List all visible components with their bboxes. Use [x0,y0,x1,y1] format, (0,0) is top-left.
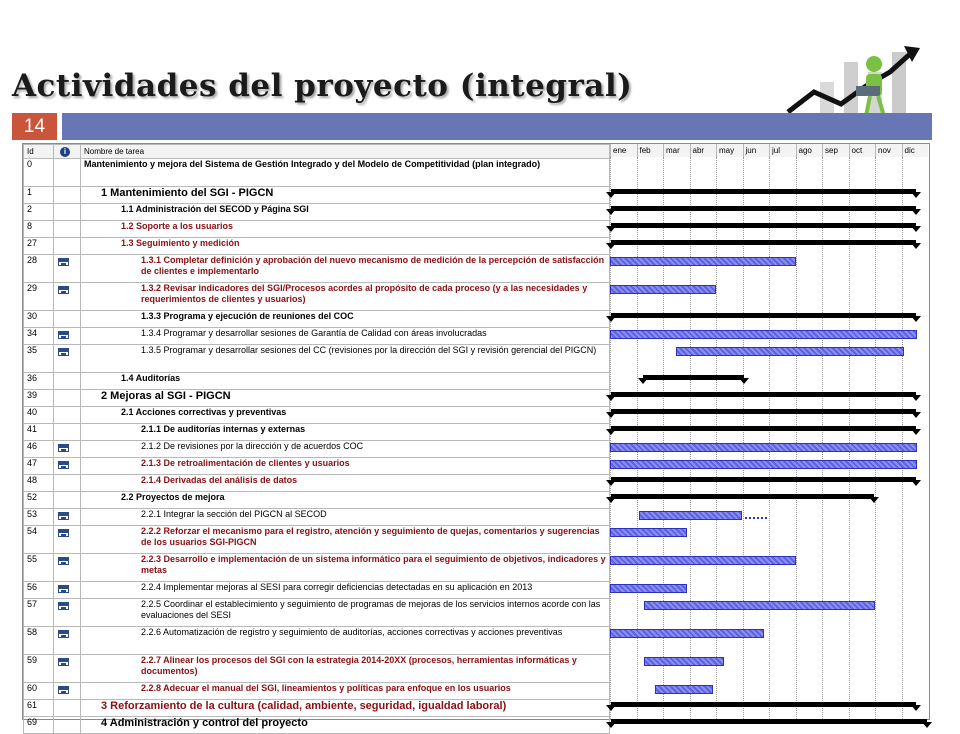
slide-title: Actividades del proyecto (integral) [12,68,633,104]
slack-line [745,517,767,521]
task-indicator [54,683,81,700]
task-bar[interactable] [655,685,713,694]
task-indicator [54,187,81,204]
task-indicator [54,599,81,627]
calendar-icon [58,658,69,666]
task-id: 52 [24,492,54,509]
month-header: abr [690,144,717,157]
summary-bar[interactable] [611,409,916,414]
task-id: 40 [24,407,54,424]
summary-bar[interactable] [611,392,916,397]
month-header: ago [796,144,823,157]
task-id: 56 [24,582,54,599]
table-row[interactable] [24,407,610,424]
task-id: 2 [24,204,54,221]
task-id: 27 [24,238,54,255]
calendar-icon [58,512,69,520]
task-id: 55 [24,554,54,582]
calendar-icon [58,686,69,694]
column-header-name: Nombre de tarea [81,145,610,159]
calendar-icon [58,602,69,610]
task-indicator [54,328,81,345]
task-indicator [54,424,81,441]
table-row[interactable] [24,492,610,509]
calendar-icon [58,331,69,339]
task-name: 2.1.2 De revisiones por la dirección y de acuerdos COC [81,441,610,458]
table-row[interactable] [24,328,610,345]
task-bar[interactable] [610,556,796,565]
task-id: 39 [24,390,54,407]
task-indicator [54,655,81,683]
table-row[interactable] [24,283,610,311]
table-row[interactable] [24,526,610,554]
calendar-icon [58,258,69,266]
table-row[interactable] [24,582,610,599]
task-id: 41 [24,424,54,441]
task-name: 2.1 Acciones correctivas y preventivas [81,407,610,424]
task-id: 29 [24,283,54,311]
task-name: 2.2.8 Adecuar el manual del SGI, lineamientos y políticas para enfoque en los usuarios [81,683,610,700]
task-indicator [54,582,81,599]
task-indicator [54,627,81,655]
task-bar[interactable] [610,584,687,593]
task-indicator [54,526,81,554]
month-header: nov [875,144,902,157]
table-row[interactable] [24,345,610,373]
task-indicator [54,311,81,328]
task-id: 28 [24,255,54,283]
calendar-icon [58,529,69,537]
table-row[interactable] [24,311,610,328]
table-row[interactable] [24,683,610,700]
task-id: 57 [24,599,54,627]
task-id: 48 [24,475,54,492]
month-header: ene [610,144,637,157]
task-indicator [54,492,81,509]
task-id: 35 [24,345,54,373]
task-indicator [54,554,81,582]
task-bar[interactable] [610,629,764,638]
month-header: jul [769,144,796,157]
table-row[interactable] [24,204,610,221]
task-name: 2.2.6 Automatización de registro y seguimiento de auditorías, acciones correctivas y acciones preventivas [81,627,610,655]
task-id: 47 [24,458,54,475]
summary-bar[interactable] [611,719,927,724]
table-row[interactable] [24,458,610,475]
summary-bar[interactable] [611,702,916,707]
task-name: 1.3.2 Revisar indicadores del SGI/Procesos acordes al propósito de cada proceso (y a las necesidades y requerimientos de clientes y usuarios) [81,283,610,311]
task-indicator [54,255,81,283]
task-name: 1.3.1 Completar definición y aprobación del nuevo mecanismo de medición de la percepción de satisfacción de clientes e implementarlo [81,255,610,283]
task-name: 2.2.1 Integrar la sección del PIGCN al SECOD [81,509,610,526]
task-id: 34 [24,328,54,345]
table-row[interactable] [24,255,610,283]
task-id: 60 [24,683,54,700]
task-name: 2.2.3 Desarrollo e implementación de un sistema informático para el seguimiento de objetivos, indicadores y metas [81,554,610,582]
task-indicator [54,390,81,407]
task-name: 2 Mejoras al SGI - PIGCN [81,390,610,407]
calendar-icon [58,348,69,356]
task-bar[interactable] [639,511,742,520]
task-bar[interactable] [676,347,904,356]
table-row[interactable] [24,373,610,390]
table-row[interactable] [24,159,610,187]
task-bar[interactable] [610,257,796,266]
task-id: 0 [24,159,54,187]
task-name: 1.3.3 Programa y ejecución de reuniones del COC [81,311,610,328]
task-name: 2.1.1 De auditorías internas y externas [81,424,610,441]
task-bar[interactable] [610,460,917,469]
table-row[interactable] [24,475,610,492]
task-name: 2.1.4 Derivadas del análisis de datos [81,475,610,492]
table-row[interactable] [24,554,610,582]
calendar-icon [58,557,69,565]
task-id: 53 [24,509,54,526]
task-name: 2.2.5 Coordinar el establecimiento y seguimiento de programas de mejoras de los servicios internos acorde con las evaluaciones del SESI [81,599,610,627]
task-id: 69 [24,717,54,734]
table-row[interactable] [24,599,610,627]
task-indicator [54,407,81,424]
month-header: mar [663,144,690,157]
task-indicator [54,458,81,475]
task-indicator [54,373,81,390]
task-bar[interactable] [610,443,917,452]
task-name: 1.2 Soporte a los usuarios [81,221,610,238]
task-id: 1 [24,187,54,204]
month-header: may [716,144,743,157]
task-name: 1.1 Administración del SECOD y Página SGI [81,204,610,221]
table-header-row [24,145,610,159]
task-id: 30 [24,311,54,328]
summary-bar[interactable] [611,426,916,431]
table-row[interactable] [24,509,610,526]
task-indicator [54,717,81,734]
gantt-chart [22,143,930,729]
task-name: 4 Administración y control del proyecto [81,717,610,734]
summary-bar[interactable] [611,477,916,482]
calendar-icon [58,630,69,638]
header-band [62,113,932,140]
task-table [23,144,610,734]
task-name: 2.2.7 Alinear los procesos del SGI con la estrategia 2014-20XX (procesos, herramientas informáticas y documentos) [81,655,610,683]
table-row[interactable] [24,627,610,655]
task-name: 1.3.5 Programar y desarrollar sesiones del CC (revisiones por la dirección del SGI y revisión gerencial del PIGCN) [81,345,610,373]
summary-bar[interactable] [611,223,916,228]
table-row[interactable] [24,390,610,407]
column-header-info [54,145,81,159]
task-name: 1.3.4 Programar y desarrollar sesiones de Garantía de Calidad con áreas involucradas [81,328,610,345]
month-header: feb [637,144,664,157]
summary-bar[interactable] [611,240,916,245]
calendar-icon [58,286,69,294]
task-bar[interactable] [610,285,716,294]
summary-bar[interactable] [611,313,916,318]
task-id: 54 [24,526,54,554]
timeline-chart [610,144,929,719]
task-bar[interactable] [610,330,917,339]
table-row[interactable] [24,700,610,717]
table-row[interactable] [24,238,610,255]
month-header: dic [902,144,929,157]
task-indicator [54,509,81,526]
table-row[interactable] [24,441,610,458]
task-indicator [54,204,81,221]
summary-bar[interactable] [611,494,874,499]
task-indicator [54,475,81,492]
task-name: 2.2.4 Implementar mejoras al SESI para corregir deficiencias detectadas en su aplicación en 2013 [81,582,610,599]
table-row[interactable] [24,424,610,441]
task-indicator [54,441,81,458]
task-id: 8 [24,221,54,238]
month-header: sep [822,144,849,157]
task-id: 36 [24,373,54,390]
task-name: 2.2.2 Reforzar el mecanismo para el registro, atención y seguimiento de quejas, comentarios y sugerencias de los usuarios SGI-PIGCN [81,526,610,554]
table-row[interactable] [24,221,610,238]
task-name: Mantenimiento y mejora del Sistema de Gestión Integrado y del Modelo de Competitividad (plan integrado) [81,159,610,187]
task-indicator [54,238,81,255]
table-row[interactable] [24,187,610,204]
task-indicator [54,283,81,311]
task-id: 58 [24,627,54,655]
table-row[interactable] [24,655,610,683]
column-header-id: Id [24,145,54,159]
table-row[interactable] [24,717,610,734]
task-name: 1.4 Auditorías [81,373,610,390]
summary-bar[interactable] [611,189,916,194]
task-id: 46 [24,441,54,458]
task-name: 3 Reforzamiento de la cultura (calidad, ambiente, seguridad, igualdad laboral) [81,700,610,717]
summary-bar[interactable] [611,206,916,211]
task-name: 1.3 Seguimiento y medición [81,238,610,255]
task-bar[interactable] [644,657,724,666]
task-indicator [54,700,81,717]
task-id: 59 [24,655,54,683]
summary-bar[interactable] [643,375,744,380]
month-header: jun [743,144,770,157]
calendar-icon [58,444,69,452]
slide-number: 14 [12,113,57,140]
task-bar[interactable] [644,601,875,610]
info-icon: i [60,147,70,157]
task-name: 2.1.3 De retroalimentación de clientes y usuarios [81,458,610,475]
task-indicator [54,221,81,238]
task-indicator [54,159,81,187]
task-id: 61 [24,700,54,717]
task-bar[interactable] [610,528,687,537]
task-name: 2.2 Proyectos de mejora [81,492,610,509]
month-header: oct [849,144,876,157]
task-indicator [54,345,81,373]
calendar-icon [58,461,69,469]
task-name: 1 Mantenimiento del SGI - PIGCN [81,187,610,204]
calendar-icon [58,585,69,593]
